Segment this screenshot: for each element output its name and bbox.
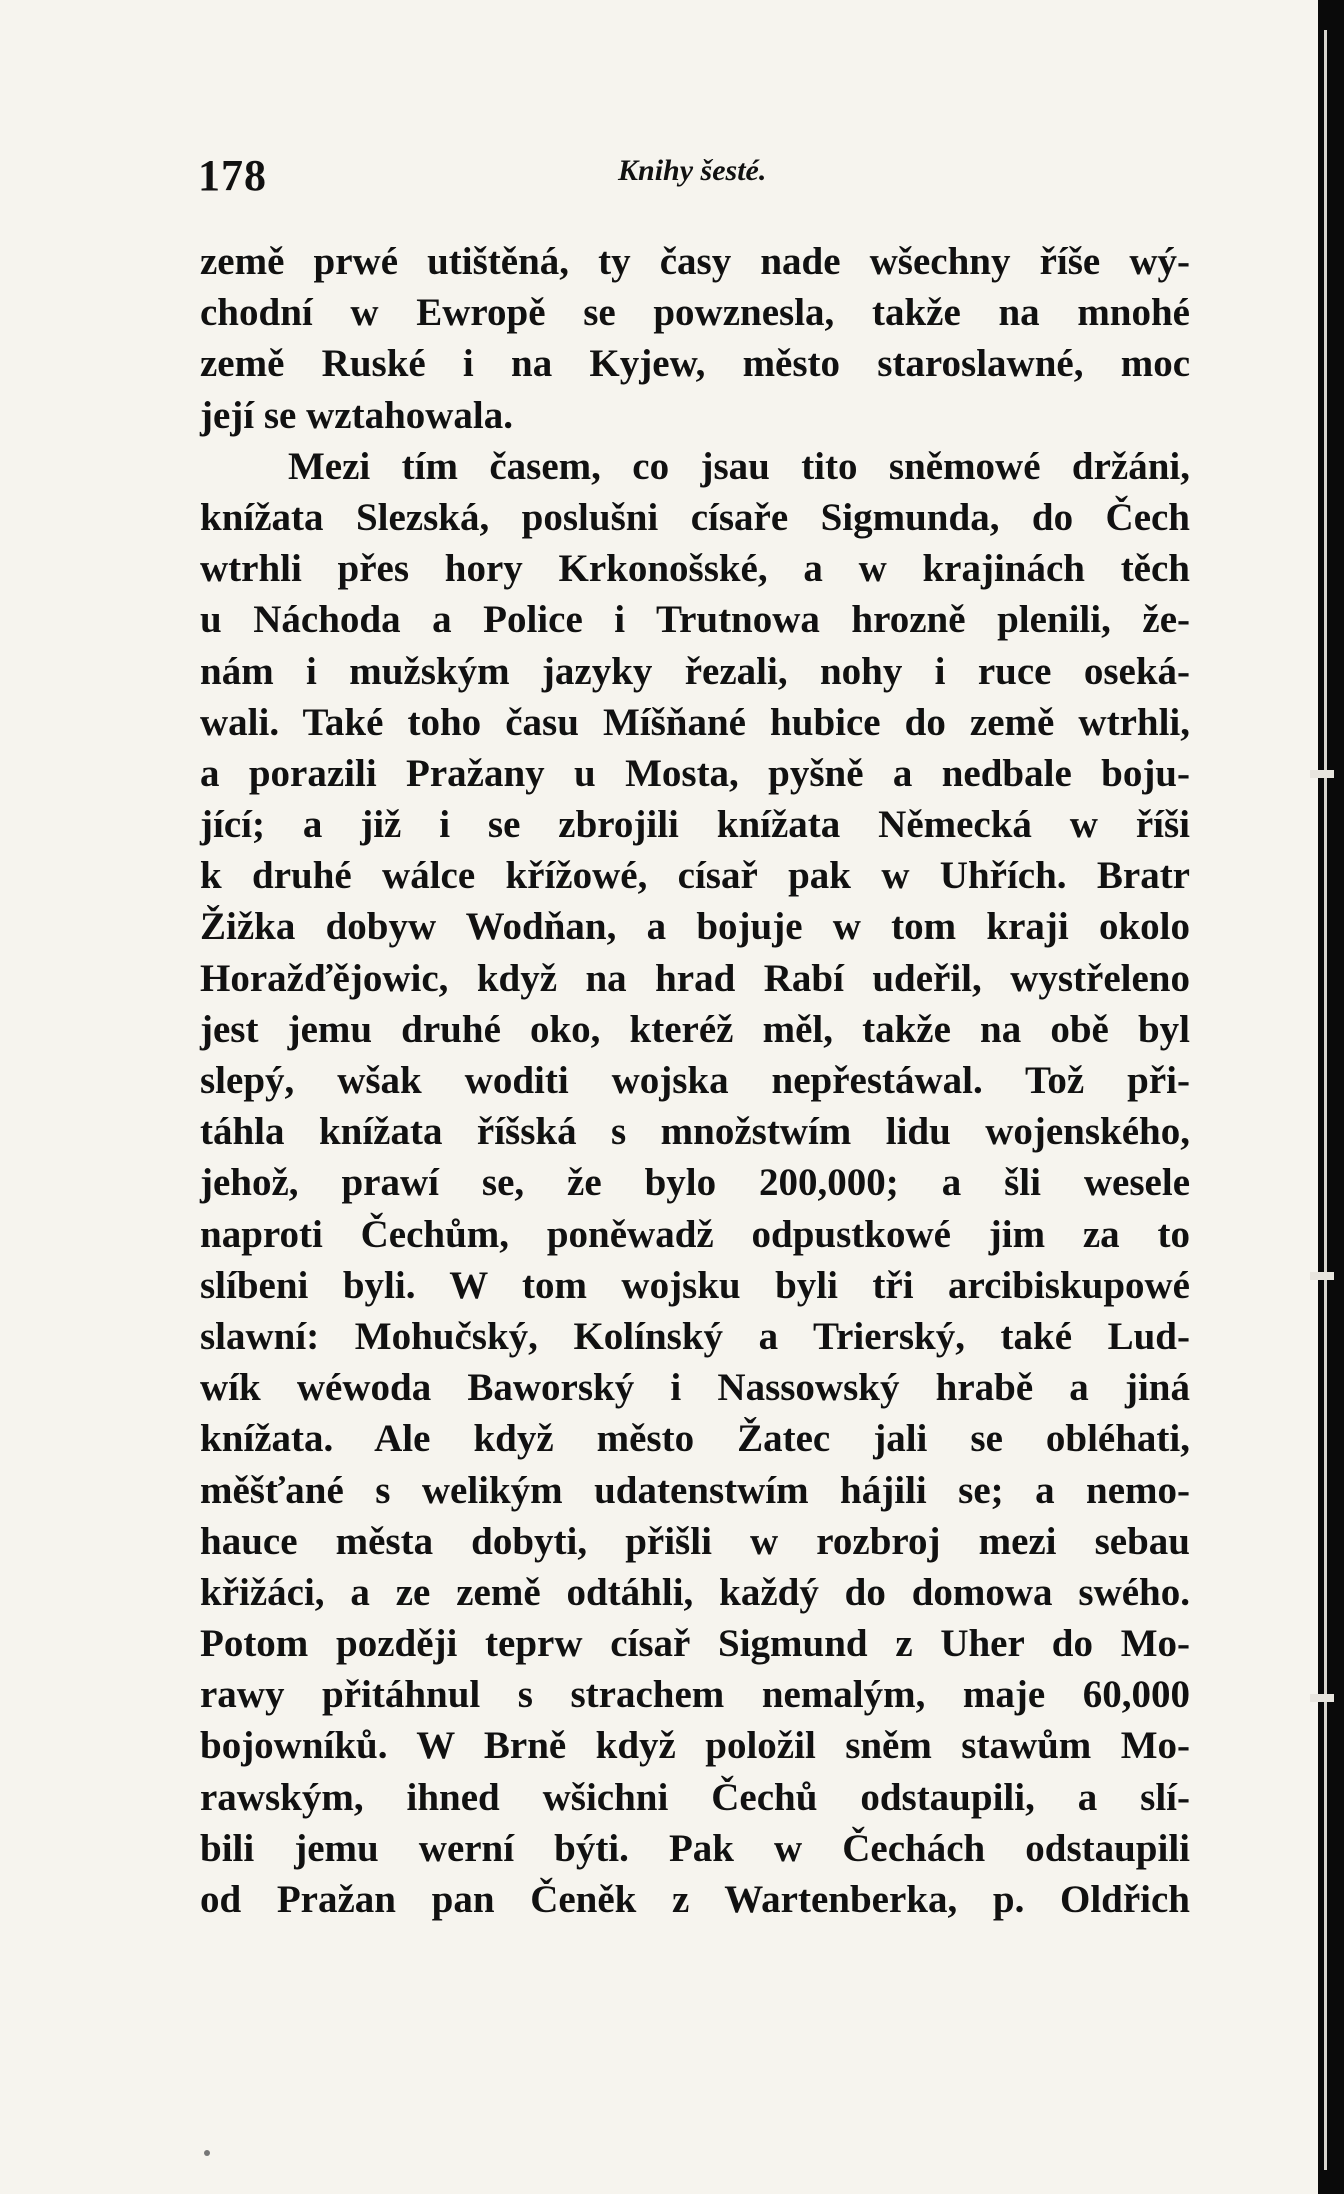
text-line: wtrhli přes hory Krkonošské, a w krajinách těch xyxy=(200,547,1190,591)
text-line: slíbeni byli. W tom wojsku byli tři arcibiskupowé xyxy=(200,1263,1190,1307)
text-line: u Náchoda a Police i Trutnowa hrozně plenili, že- xyxy=(200,598,1190,642)
text-line: nám i mužským jazyky řezali, nohy i ruce oseká- xyxy=(200,649,1190,693)
text-line: Mezi tím časem, co jsau tito sněmowé držáni, xyxy=(288,444,1190,488)
text-line: rawským, ihned wšichni Čechů odstaupili, a slí- xyxy=(200,1775,1190,1819)
edge-mark xyxy=(1310,1694,1334,1702)
text-line: a porazili Pražany u Mosta, pyšně a nedbale boju- xyxy=(200,751,1190,795)
text-line: bojowníků. W Brně když položil sněm stawům Mo- xyxy=(200,1724,1190,1768)
page-number: 178 xyxy=(198,151,267,200)
text-line: její se wztahowala. xyxy=(200,393,514,437)
text-line: jící; a již i se zbrojili knížata Německá w říši xyxy=(200,803,1190,847)
text-line: wík wéwoda Baworský i Nassowský hrabě a jiná xyxy=(200,1366,1190,1410)
text-line: země Ruské i na Kyjew, město staroslawné, moc xyxy=(200,342,1190,386)
text-line: rawy přitáhnul s strachem nemalým, maje 60,000 xyxy=(200,1673,1190,1717)
page-header xyxy=(198,150,1198,200)
text-line: Potom později teprw císař Sigmund z Uher do Mo- xyxy=(200,1622,1190,1666)
text-line: knížata. Ale když město Žatec jali se obléhati, xyxy=(200,1417,1190,1461)
text-line: naproti Čechům, poněwadž odpustkowé jim za to xyxy=(200,1212,1190,1256)
edge-mark xyxy=(1310,1272,1334,1280)
text-line: země prwé utištěná, ty časy nade wšechny říše wý- xyxy=(200,240,1190,283)
body-text xyxy=(200,236,1190,1925)
text-line: Žižka dobyw Wodňan, a bojuje w tom kraji okolo xyxy=(200,905,1190,949)
text-line: táhla knížata říšská s množstwím lidu wojenského, xyxy=(200,1110,1190,1154)
text-line: wali. Také toho času Míšňané hubice do země wtrhli, xyxy=(200,700,1190,744)
ink-speck xyxy=(204,2150,210,2156)
text-line: měšťané s welikým udatenstwím hájili se; a nemo- xyxy=(200,1468,1190,1512)
text-line: hauce města dobyti, přišli w rozbroj mezi sebau xyxy=(200,1519,1190,1563)
edge-mark xyxy=(1310,770,1334,778)
text-line: jest jemu druhé oko, kteréž měl, takže na obě byl xyxy=(200,1007,1190,1051)
text-line: křižáci, a ze země odtáhli, každý do domowa swého. xyxy=(200,1570,1190,1614)
text-line: chodní w Ewropě se powznesla, takže na mnohé xyxy=(200,291,1190,335)
text-line: slawní: Mohučský, Kolínský a Trierský, také Lud- xyxy=(200,1314,1190,1358)
running-head: Knihy šesté. xyxy=(618,154,767,187)
text-line: knížata Slezská, poslušni císaře Sigmunda, do Čech xyxy=(200,495,1190,539)
page-edge-line xyxy=(1324,30,1327,2170)
text-line: od Pražan pan Čeněk z Wartenberka, p. Oldřich xyxy=(200,1878,1190,1921)
text-line: Horažďějowic, když na hrad Rabí udeřil, wystřeleno xyxy=(200,956,1190,1000)
text-line: jehož, prawí se, že bylo 200,000; a šli wesele xyxy=(200,1161,1190,1205)
page-edge-shadow xyxy=(1318,0,1344,2194)
text-line: bili jemu werní býti. Pak w Čechách odstaupili xyxy=(200,1826,1190,1870)
text-line: k druhé wálce křížowé, císař pak w Uhřích. Bratr xyxy=(200,854,1190,898)
text-line: slepý, wšak woditi wojska nepřestáwal. Tož při- xyxy=(200,1059,1190,1102)
